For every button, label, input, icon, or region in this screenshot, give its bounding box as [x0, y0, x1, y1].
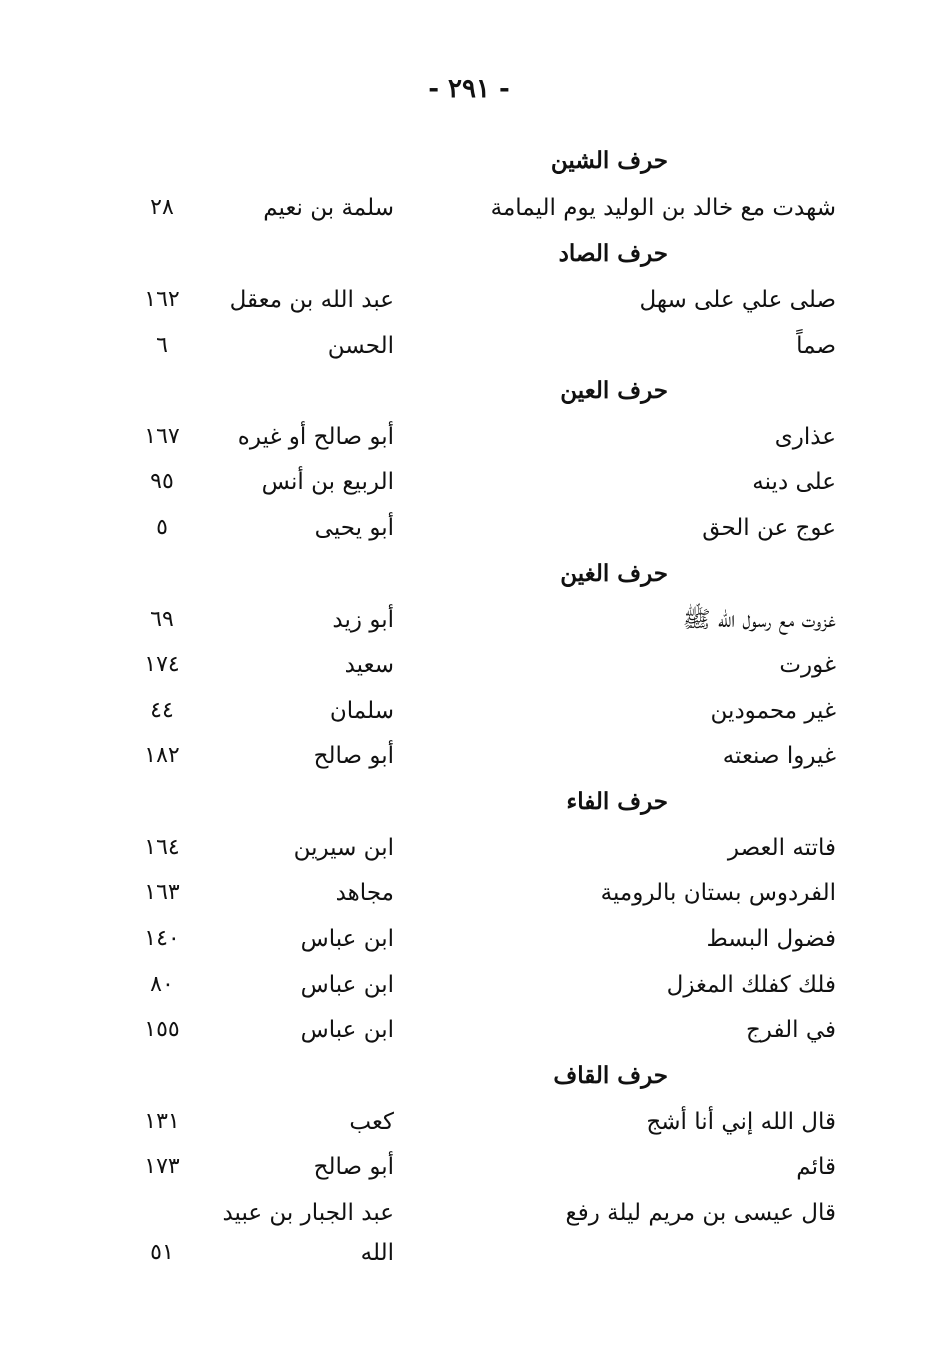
section-heading [0, 556, 938, 596]
section-heading-text: حرف الصاد [558, 240, 668, 267]
entry-narrator: الحسن [327, 333, 394, 359]
entry-narrator: سلمة بن نعيم [263, 195, 394, 221]
index-entry [0, 328, 938, 368]
index-entry [0, 1195, 938, 1277]
section-heading-text: حرف الفاء [566, 788, 668, 815]
entry-narrator: الربيع بن أنس [261, 469, 394, 495]
entry-text: عوج عن الحق [702, 515, 836, 541]
section-heading [0, 784, 938, 824]
entry-text: في الفرج [745, 1017, 836, 1043]
section-heading-text: حرف العين [560, 377, 668, 404]
entry-narrator: عبد الجبار بن عبيد [222, 1200, 394, 1226]
index-entry [0, 419, 938, 459]
entry-page: ١٦٤ [144, 835, 180, 860]
index-entry [0, 647, 938, 687]
entry-page: ١٦٣ [144, 880, 180, 905]
entry-text: على دينه [752, 469, 836, 495]
entry-text: فضول البسط [706, 926, 836, 952]
entry-page: ١٦٢ [144, 287, 180, 312]
index-entry [0, 738, 938, 778]
entry-text: صماً [796, 333, 836, 359]
entry-narrator: ابن عباس [300, 972, 394, 998]
index-entry [0, 967, 938, 1007]
section-heading [0, 1058, 938, 1098]
entry-text: غورت [779, 652, 836, 678]
entry-page: ٨٠ [150, 972, 174, 997]
section-heading [0, 143, 938, 183]
entry-narrator: ابن عباس [300, 1017, 394, 1043]
entry-page: ١٤٠ [144, 926, 180, 951]
entry-page: ٥ [156, 515, 168, 540]
section-heading-text: حرف القاف [553, 1062, 668, 1089]
entry-narrator: كعب [349, 1109, 394, 1135]
index-entry [0, 464, 938, 504]
entry-page: ١٣١ [144, 1109, 180, 1134]
entry-text: فاتته العصر [727, 835, 836, 861]
entry-text: غيروا صنعته [722, 743, 836, 769]
index-entry [0, 602, 938, 642]
entry-narrator: مجاهد [335, 880, 394, 906]
entry-text: غزوت مع رسول الله ﷺ [682, 607, 836, 633]
entry-narrator: أبو صالح [313, 1154, 394, 1180]
entry-page: ١٧٤ [144, 652, 180, 677]
entry-narrator: سعيد [344, 652, 394, 678]
entry-page: ٥١ [150, 1240, 174, 1265]
index-entry [0, 1012, 938, 1052]
entry-text: فلك كفلك المغزل [666, 972, 836, 998]
section-heading [0, 236, 938, 276]
entry-narrator: أبو يحيى [314, 515, 394, 541]
section-heading-text: حرف الشين [550, 147, 668, 174]
index-entry [0, 190, 938, 230]
entry-text: قال عيسى بن مريم ليلة رفع [565, 1200, 836, 1226]
entry-page: ٤٤ [150, 698, 174, 723]
entry-narrator: ابن سيرين [293, 835, 394, 861]
entry-text: صلى علي على سهل [639, 287, 836, 313]
entry-page: ١٥٥ [144, 1017, 180, 1042]
entry-text: شهدت مع خالد بن الوليد يوم اليمامة [490, 195, 836, 221]
index-entry [0, 875, 938, 915]
page-number: - ٢٩١ - [428, 74, 510, 104]
entry-narrator: ابن عباس [300, 926, 394, 952]
index-entry [0, 282, 938, 322]
section-heading [0, 373, 938, 413]
entry-page: ٢٨ [150, 195, 174, 220]
entry-page: ١٦٧ [144, 424, 180, 449]
entry-page: ٩٥ [150, 469, 174, 494]
entry-page: ٦ [156, 333, 168, 358]
entry-page: ١٧٣ [144, 1154, 180, 1179]
entry-text: قائم [796, 1154, 836, 1180]
section-heading-text: حرف الغين [560, 560, 668, 587]
entry-text: قال الله إني أنا أشج [646, 1109, 836, 1135]
entry-narrator: عبد الله بن معقل [229, 287, 394, 313]
index-entry [0, 1104, 938, 1144]
index-entry [0, 1149, 938, 1189]
entry-text: غير محمودين [710, 698, 836, 724]
entry-page: ١٨٢ [144, 743, 180, 768]
index-entry [0, 921, 938, 961]
index-entry [0, 830, 938, 870]
entry-narrator: أبو صالح [313, 743, 394, 769]
index-entry [0, 693, 938, 733]
entry-narrator-continued: الله [360, 1240, 394, 1266]
entry-text: الفردوس بستان بالرومية [600, 880, 836, 906]
entry-narrator: أبو صالح أو غيره [237, 424, 394, 450]
entry-narrator: أبو زيد [332, 607, 394, 633]
entry-page: ٦٩ [150, 607, 174, 632]
entry-text: عذارى [774, 424, 836, 450]
index-entry [0, 510, 938, 550]
entry-narrator: سلمان [329, 698, 394, 724]
